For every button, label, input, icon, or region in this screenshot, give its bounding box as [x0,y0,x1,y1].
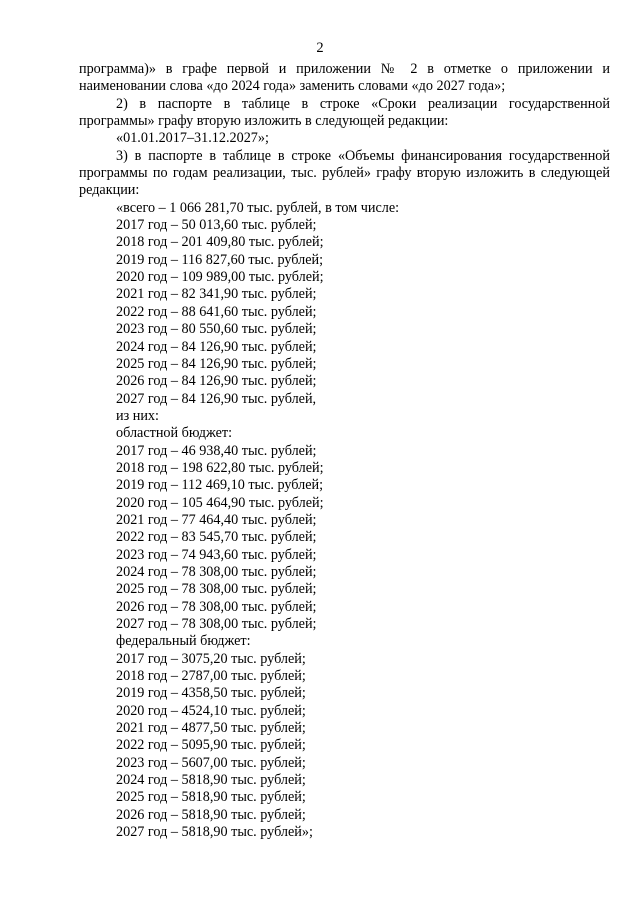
document-body [79,61,610,841]
total-year-line: 2018 год – 201 409,80 тыс. рублей; [116,234,324,251]
federal-year-line: 2022 год – 5095,90 тыс. рублей; [116,737,306,754]
total-year-line: 2017 год – 50 013,60 тыс. рублей; [116,217,317,234]
total-year-line: 2023 год – 80 550,60 тыс. рублей; [116,321,317,338]
page-number: 2 [316,40,324,56]
federal-year-line: 2017 год – 3075,20 тыс. рублей; [116,650,306,667]
regional-year-line: 2024 год – 78 308,00 тыс. рублей; [116,563,317,580]
total-year-line: 2026 год – 84 126,90 тыс. рублей; [116,373,317,390]
total-year-line: 2027 год – 84 126,90 тыс. рублей, [116,390,317,407]
regional-year-line: 2018 год – 198 622,80 тыс. рублей; [116,459,324,476]
federal-year-line: 2024 год – 5818,90 тыс. рублей; [116,772,306,789]
federal-year-line: 2021 год – 4877,50 тыс. рублей; [116,720,306,737]
regional-year-line: 2019 год – 112 469,10 тыс. рублей; [116,477,324,494]
federal-year-line: 2027 год – 5818,90 тыс. рублей»; [116,824,313,841]
regional-year-line: 2022 год – 83 545,70 тыс. рублей; [116,529,317,546]
funding-total-line: «всего – 1 066 281,70 тыс. рублей, в том числе: [116,199,400,216]
federal-year-line: 2026 год – 5818,90 тыс. рублей; [116,806,306,823]
federal-budget-label: федеральный бюджет: [116,633,251,650]
federal-year-line: 2018 год – 2787,00 тыс. рублей; [116,668,306,685]
federal-year-line: 2023 год – 5607,00 тыс. рублей; [116,754,306,771]
federal-year-line: 2020 год – 4524,10 тыс. рублей; [116,702,306,719]
paragraph-continuation: программа)» в графе первой и приложении № 2 в отметке о приложении и наименовании слова «до 2024 года» заменить словами «до 2027 года»; [79,61,610,95]
regional-year-line: 2026 год – 78 308,00 тыс. рублей; [116,598,317,615]
paragraph-item-2: 2) в паспорте в таблице в строке «Сроки реализации государственной программы» графу вторую изложить в следующей редакции: [79,95,610,130]
regional-year-line: 2020 год – 105 464,90 тыс. рублей; [116,494,324,511]
total-year-line: 2021 год – 82 341,90 тыс. рублей; [116,286,317,303]
regional-year-line: 2023 год – 74 943,60 тыс. рублей; [116,546,317,563]
paragraph-item-3: 3) в паспорте в таблице в строке «Объемы финансирования государственной программы по годам реализации, тыс. рублей» графу вторую изложить в следующей редакции: [79,147,610,199]
total-year-line: 2019 год – 116 827,60 тыс. рублей; [116,251,324,268]
federal-year-line: 2019 год – 4358,50 тыс. рублей; [116,685,306,702]
regional-budget-label: областной бюджет: [116,425,233,442]
paragraph-dates: «01.01.2017–31.12.2027»; [116,130,269,147]
total-year-line: 2024 год – 84 126,90 тыс. рублей; [116,338,317,355]
total-year-line: 2020 год – 109 989,00 тыс. рублей; [116,269,324,286]
regional-year-line: 2017 год – 46 938,40 тыс. рублей; [116,442,317,459]
regional-year-line: 2027 год – 78 308,00 тыс. рублей; [116,616,317,632]
of-which-label: из них: [116,407,159,424]
federal-years-list [79,651,610,842]
regional-year-line: 2025 год – 78 308,00 тыс. рублей; [116,581,317,598]
total-years-list [79,217,610,408]
regional-year-line: 2021 год – 77 464,40 тыс. рублей; [116,511,317,528]
total-year-line: 2025 год – 84 126,90 тыс. рублей; [116,355,317,372]
federal-year-line: 2025 год – 5818,90 тыс. рублей; [116,789,306,806]
total-year-line: 2022 год – 88 641,60 тыс. рублей; [116,303,317,320]
regional-years-list [79,443,610,634]
